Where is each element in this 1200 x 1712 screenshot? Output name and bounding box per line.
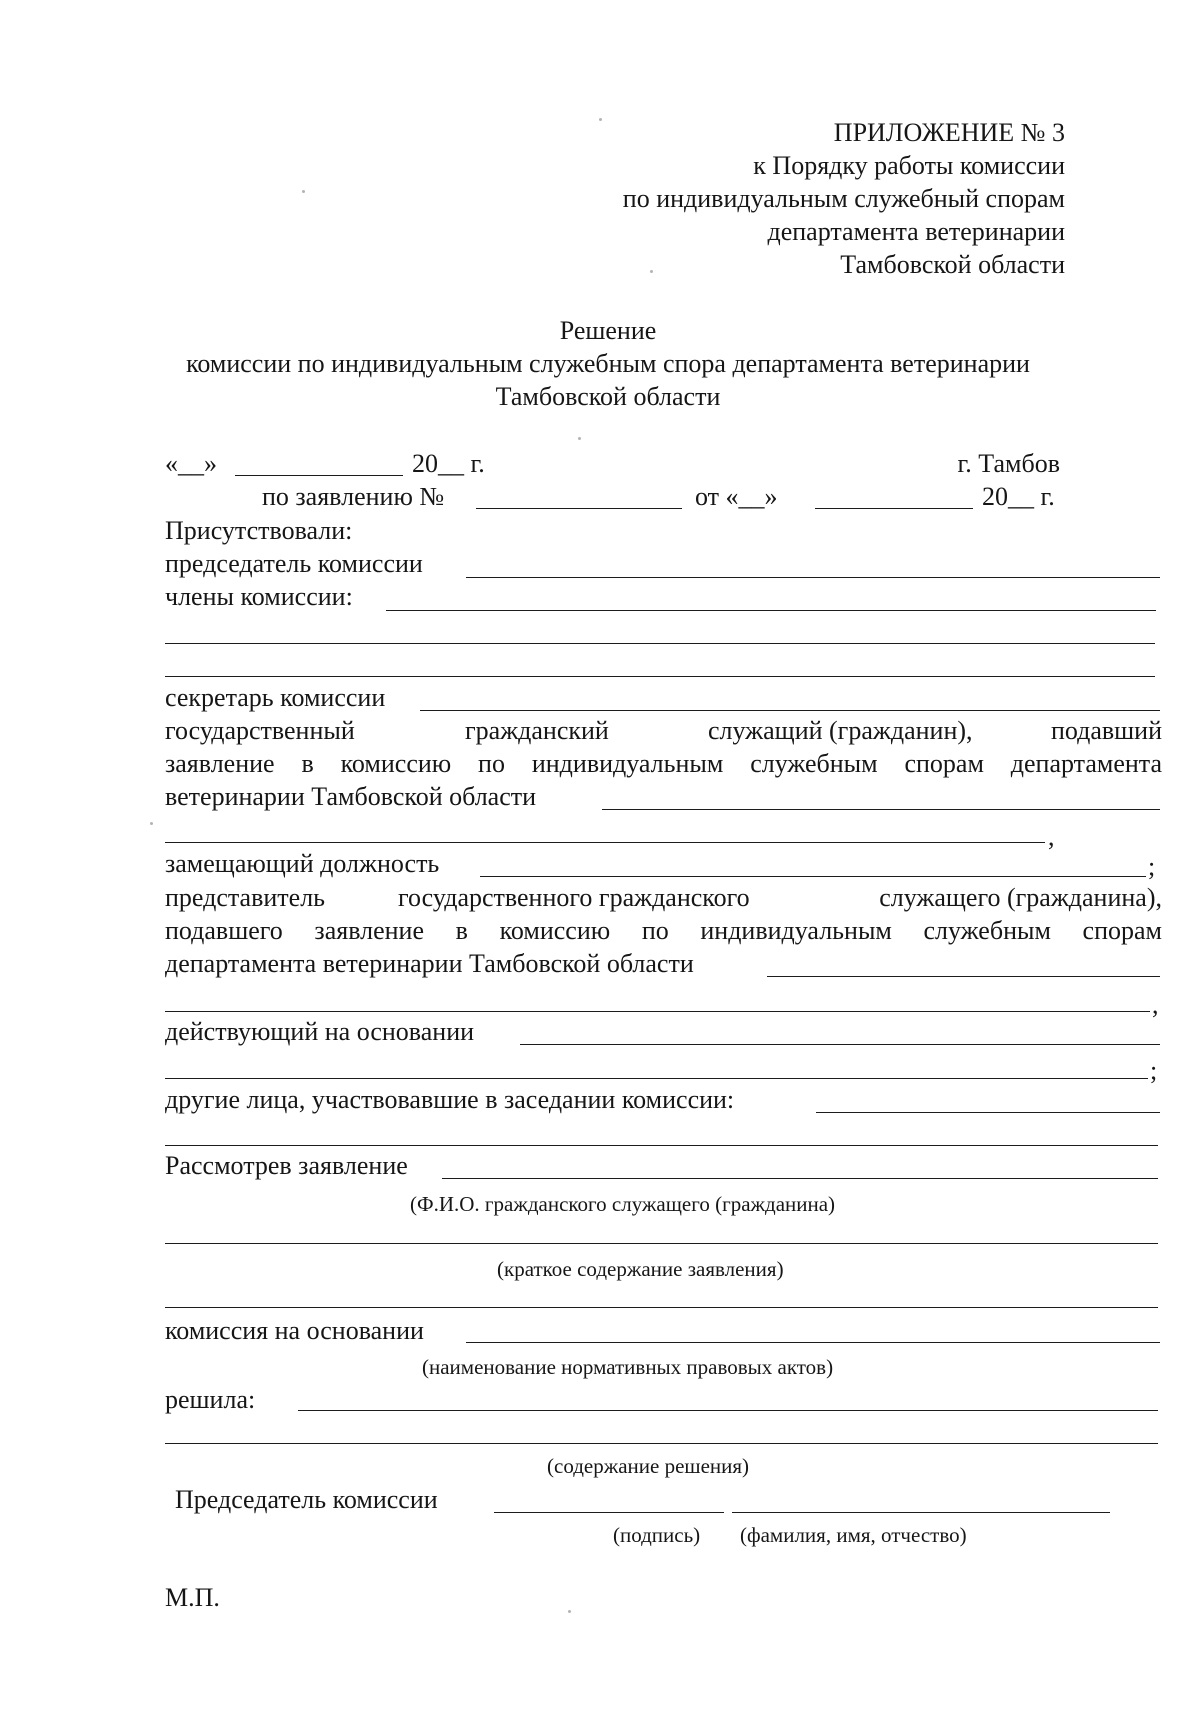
rep-word-2: государственного гражданского (398, 883, 750, 912)
considered-fio-blank[interactable] (442, 1178, 1158, 1179)
servant-word-2: гражданский (465, 716, 609, 745)
basis-blank[interactable] (466, 1342, 1160, 1343)
date-quote: «__» (165, 449, 217, 478)
chairman-label: председатель комиссии (165, 549, 423, 578)
application-label: по заявлению № (262, 482, 445, 511)
servant-line-3: ветеринарии Тамбовской области (165, 782, 537, 811)
chairman-sign-label: Председатель комиссии (175, 1485, 438, 1514)
others-blank-2[interactable] (165, 1145, 1158, 1146)
present-label: Присутствовали: (165, 516, 353, 545)
appendix-line-2: по индивидуальным служебный спорам (622, 184, 1065, 213)
decided-label: решила: (165, 1385, 256, 1414)
application-from-label: от «__» (695, 482, 778, 511)
document-title-line-1: комиссии по индивидуальным служебным спора департамента ветеринарии (186, 349, 1030, 378)
rep-word-3: служащего (гражданина), (879, 883, 1162, 912)
considered-label: Рассмотрев заявление (165, 1151, 408, 1180)
secretary-blank[interactable] (420, 710, 1160, 711)
appendix-line-4: Тамбовской области (840, 250, 1065, 279)
members-label: члены комиссии: (165, 582, 353, 611)
application-number-blank[interactable] (476, 508, 682, 509)
rep-line-2: подавшего заявление в комиссию по индивидуальным служебным спорам (165, 916, 1162, 945)
scan-speck (302, 190, 305, 193)
caption-name: (фамилия, имя, отчество) (740, 1523, 967, 1547)
chairman-blank[interactable] (466, 577, 1160, 578)
acting-semicolon: ; (1150, 1056, 1158, 1085)
scan-speck (650, 270, 653, 273)
rep-line-3: департамента ветеринарии Тамбовской области (165, 949, 694, 978)
rep-word-1: представитель (165, 883, 326, 912)
position-label: замещающий должность (165, 849, 440, 878)
members-blank-2[interactable] (165, 643, 1155, 644)
others-blank-1[interactable] (816, 1112, 1160, 1113)
acting-label: действующий на основании (165, 1017, 475, 1046)
rep-name-blank-1[interactable] (767, 976, 1160, 977)
secretary-label: секретарь комиссии (165, 683, 386, 712)
document-title-line-2: Тамбовской области (495, 382, 721, 411)
stamp-label: М.П. (165, 1583, 220, 1612)
caption-signature: (подпись) (613, 1523, 701, 1547)
summary-blank-1[interactable] (165, 1243, 1158, 1244)
signature-blank[interactable] (494, 1512, 724, 1513)
acting-blank-2[interactable] (165, 1078, 1148, 1079)
decision-blank-2[interactable] (165, 1443, 1158, 1444)
application-year: 20__ г. (982, 482, 1055, 511)
appendix-line-3: департамента ветеринарии (767, 217, 1065, 246)
servant-line-2: заявление в комиссию по индивидуальным служебным спорам департамента (165, 749, 1162, 778)
others-label: другие лица, участвовавшие в заседании комиссии: (165, 1085, 735, 1114)
city-label: г. Тамбов (957, 449, 1060, 478)
position-blank[interactable] (480, 876, 1146, 877)
caption-acts: (наименование нормативных правовых актов) (422, 1355, 834, 1379)
document-title: Решение (559, 316, 657, 345)
rep-name-blank-2[interactable] (165, 1011, 1150, 1012)
members-blank-3[interactable] (165, 676, 1155, 677)
scan-speck (578, 437, 581, 440)
members-blank-1[interactable] (386, 610, 1156, 611)
position-semicolon: ; (1148, 852, 1156, 881)
scan-speck (599, 118, 602, 121)
application-month-blank[interactable] (815, 508, 973, 509)
chairman-name-blank[interactable] (732, 1512, 1110, 1513)
decision-blank-1[interactable] (298, 1410, 1158, 1411)
date-month-blank[interactable] (235, 475, 403, 476)
servant-word-3: служащий (гражданин), (708, 716, 973, 745)
appendix-line-1: к Порядку работы комиссии (753, 151, 1065, 180)
date-year: 20__ г. (412, 449, 485, 478)
summary-blank-2[interactable] (165, 1307, 1158, 1308)
servant-comma: , (1048, 822, 1055, 851)
caption-summary: (краткое содержание заявления) (497, 1257, 784, 1281)
caption-fio: (Ф.И.О. гражданского служащего (гражданина) (410, 1192, 836, 1216)
servant-word-4: подавший (1050, 716, 1162, 745)
basis-label: комиссия на основании (165, 1316, 424, 1345)
caption-decision: (содержание решения) (547, 1454, 750, 1478)
rep-comma: , (1152, 990, 1159, 1019)
servant-name-blank-1[interactable] (602, 809, 1160, 810)
appendix-number: ПРИЛОЖЕНИЕ № 3 (833, 118, 1065, 147)
servant-word-1: государственный (165, 716, 355, 745)
scan-speck (568, 1610, 571, 1613)
scan-speck (150, 822, 153, 825)
acting-blank-1[interactable] (520, 1044, 1160, 1045)
servant-name-blank-2[interactable] (165, 842, 1045, 843)
